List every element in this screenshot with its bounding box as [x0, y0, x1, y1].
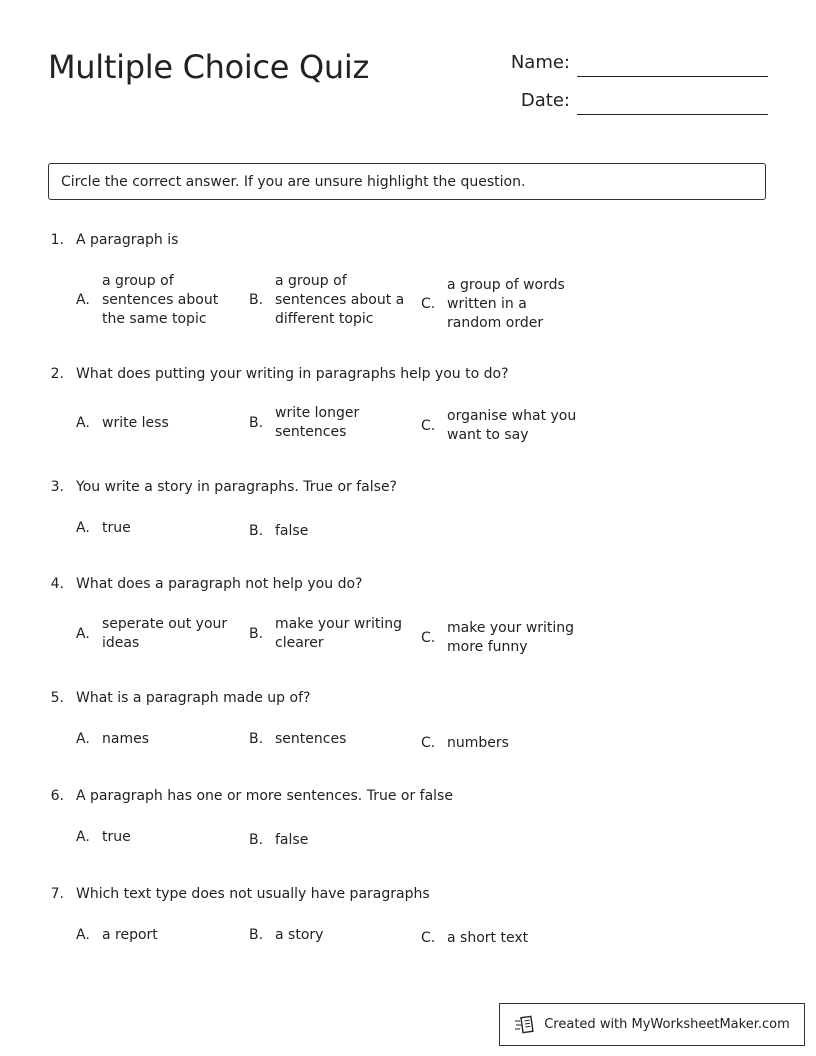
choice-2b[interactable]: [249, 403, 385, 443]
choice-text: make your writing clearer: [275, 616, 403, 651]
footer-text: Created with MyWorksheetMaker.com: [544, 1017, 790, 1032]
choice-text: a group of words written in a random order: [447, 276, 565, 331]
choice-letter: B.: [249, 831, 264, 848]
choice-5b[interactable]: [249, 729, 415, 749]
choice-letter: B.: [249, 291, 264, 308]
date-label: Date:: [520, 90, 570, 111]
choice-letter: A.: [76, 414, 90, 431]
choice-letter: C.: [421, 417, 436, 434]
choice-6a[interactable]: [76, 827, 242, 847]
choice-letter: A.: [76, 828, 90, 845]
choice-letter: C.: [421, 929, 436, 946]
choice-text: true: [102, 828, 131, 845]
choice-text: a story: [275, 926, 324, 943]
question-number: 1.: [50, 232, 64, 248]
choice-text: true: [102, 519, 131, 536]
page-title: Multiple Choice Quiz: [48, 48, 369, 86]
choice-text: seperate out your ideas: [102, 616, 228, 651]
choice-letter: A.: [76, 291, 90, 308]
choice-1a[interactable]: [76, 270, 232, 330]
choice-text: a short text: [447, 929, 529, 946]
choice-4c[interactable]: [421, 618, 582, 658]
choice-letter: A.: [76, 625, 90, 642]
question-text: A paragraph has one or more sentences. True or false: [76, 788, 453, 804]
question-text: You write a story in paragraphs. True or false?: [76, 479, 397, 495]
choice-7b[interactable]: [249, 925, 415, 945]
instructions-box: Circle the correct answer. If you are unsure highlight the question.: [48, 163, 766, 200]
choice-6b[interactable]: [249, 830, 415, 850]
choice-letter: A.: [76, 730, 90, 747]
name-label: Name:: [510, 52, 570, 73]
question-number: 4.: [50, 576, 64, 592]
choice-letter: C.: [421, 629, 436, 646]
choice-1c[interactable]: [421, 274, 577, 334]
choice-2a[interactable]: [76, 403, 242, 443]
name-line[interactable]: [577, 52, 768, 77]
question-number: 7.: [50, 886, 64, 902]
choice-1b[interactable]: [249, 270, 405, 330]
question-text: What is a paragraph made up of?: [76, 690, 311, 706]
choice-text: make your writing more funny: [447, 620, 575, 655]
question-text: A paragraph is: [76, 232, 179, 248]
question-text: What does putting your writing in paragraphs help you to do?: [76, 366, 509, 382]
choice-3a[interactable]: [76, 518, 242, 538]
choice-text: sentences: [275, 730, 347, 747]
question-text: What does a paragraph not help you do?: [76, 576, 363, 592]
choice-text: numbers: [447, 734, 509, 751]
choice-5c[interactable]: [421, 733, 587, 753]
choice-letter: B.: [249, 926, 264, 943]
question-number: 2.: [50, 366, 64, 382]
choice-letter: A.: [76, 519, 90, 536]
choice-4a[interactable]: [76, 614, 232, 654]
choice-letter: B.: [249, 522, 264, 539]
choice-5a[interactable]: [76, 729, 242, 749]
footer-credit[interactable]: [499, 1003, 805, 1046]
date-line[interactable]: [577, 90, 768, 115]
choice-letter: B.: [249, 730, 264, 747]
choice-7a[interactable]: [76, 925, 242, 945]
choice-letter: C.: [421, 295, 436, 312]
choice-text: a group of sentences about a different topic: [275, 272, 405, 327]
worksheet-logo-icon: [514, 1015, 536, 1035]
choice-letter: B.: [249, 414, 264, 431]
choice-letter: A.: [76, 926, 90, 943]
question-number: 5.: [50, 690, 64, 706]
question-number: 6.: [50, 788, 64, 804]
choice-2c[interactable]: [421, 406, 582, 446]
question-text: Which text type does not usually have paragraphs: [76, 886, 430, 902]
choice-4b[interactable]: [249, 614, 410, 654]
choice-text: false: [275, 522, 309, 539]
question-number: 3.: [50, 479, 64, 495]
choice-text: names: [102, 730, 149, 747]
choice-letter: B.: [249, 625, 264, 642]
choice-3b[interactable]: [249, 521, 415, 541]
choice-text: false: [275, 831, 309, 848]
choice-text: organise what you want to say: [447, 408, 577, 443]
choice-letter: C.: [421, 734, 436, 751]
choice-text: a group of sentences about the same topic: [102, 272, 219, 327]
choice-7c[interactable]: [421, 928, 587, 948]
choice-text: write less: [102, 414, 169, 431]
choice-text: write longer sentences: [275, 405, 360, 440]
choice-text: a report: [102, 926, 158, 943]
